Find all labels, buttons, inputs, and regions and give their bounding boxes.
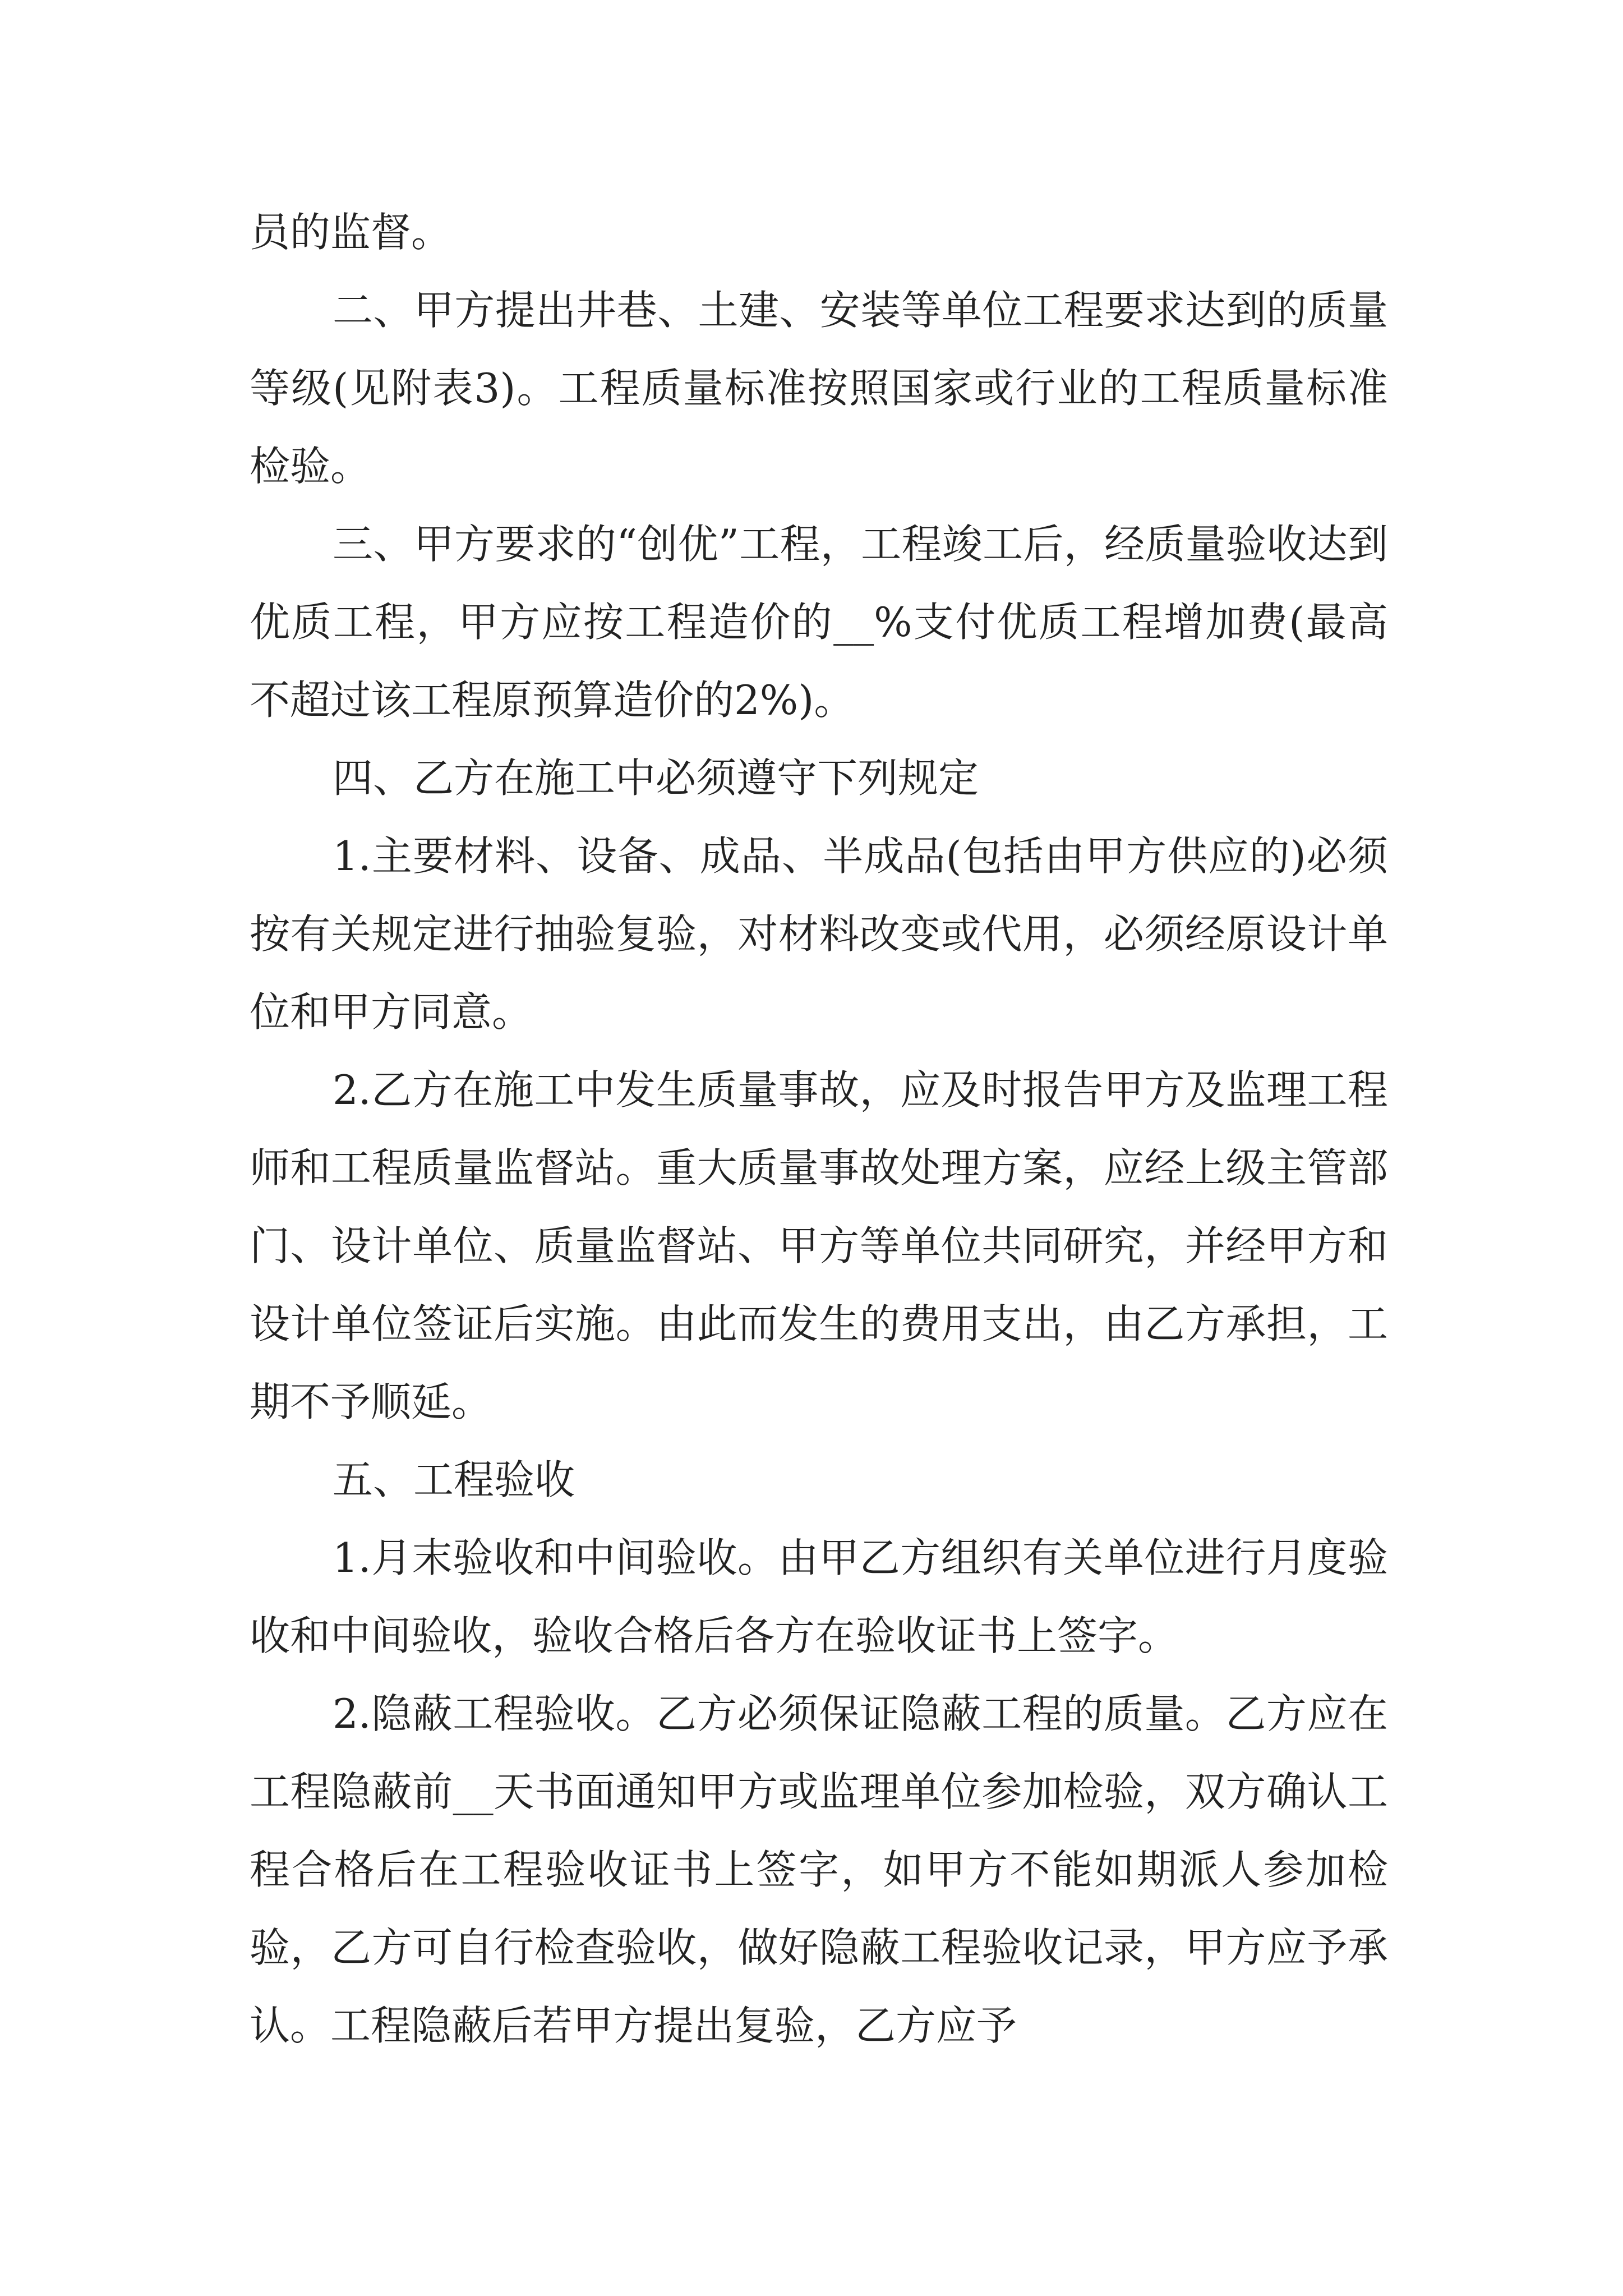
paragraph-excellence-fee: 三、甲方要求的“创优”工程，工程竣工后，经质量验收达到优质工程，甲方应按工程造价的__%支付优质工程增加费(最高不超过该工程原预算造价的2%)。 [250,521,1388,724]
heading-construction-rules: 四、乙方在施工中必须遵守下列规定 [333,754,979,802]
paragraph-continuation: 员的监督。 [250,209,452,256]
heading-acceptance: 五、工程验收 [333,1456,575,1503]
paragraph-quality-accident: 2.乙方在施工中发生质量事故，应及时报告甲方及监理工程师和工程质量监督站。重大质量事故处理方案，应经上级主管部门、设计单位、质量监督站、甲方等单位共同研究，并经甲方和设计单位签证后实施。由此而发生的费用支出，由乙方承担，工期不予顺延。 [250,1066,1388,1425]
paragraph-quality-grade: 二、甲方提出井巷、土建、安装等单位工程要求达到的质量等级(见附表3)。工程质量标准按照国家或行业的工程质量标准检验。 [250,287,1388,490]
document-body [250,194,1388,2065]
paragraph-material-inspection: 1.主要材料、设备、成品、半成品(包括由甲方供应的)必须按有关规定进行抽验复验，对材料改变或代用，必须经原设计单位和甲方同意。 [250,832,1388,1036]
paragraph-monthly-acceptance: 1.月末验收和中间验收。由甲乙方组织有关单位进行月度验收和中间验收，验收合格后各方在验收证书上签字。 [250,1534,1388,1659]
paragraph-concealed-work: 2.隐蔽工程验收。乙方必须保证隐蔽工程的质量。乙方应在工程隐蔽前__天书面通知甲方或监理单位参加检验，双方确认工程合格后在工程验收证书上签字，如甲方不能如期派人参加检验，乙方可自行检查验收，做好隐蔽工程验收记录，甲方应予承认。工程隐蔽后若甲方提出复验，乙方应予 [250,1690,1388,2049]
